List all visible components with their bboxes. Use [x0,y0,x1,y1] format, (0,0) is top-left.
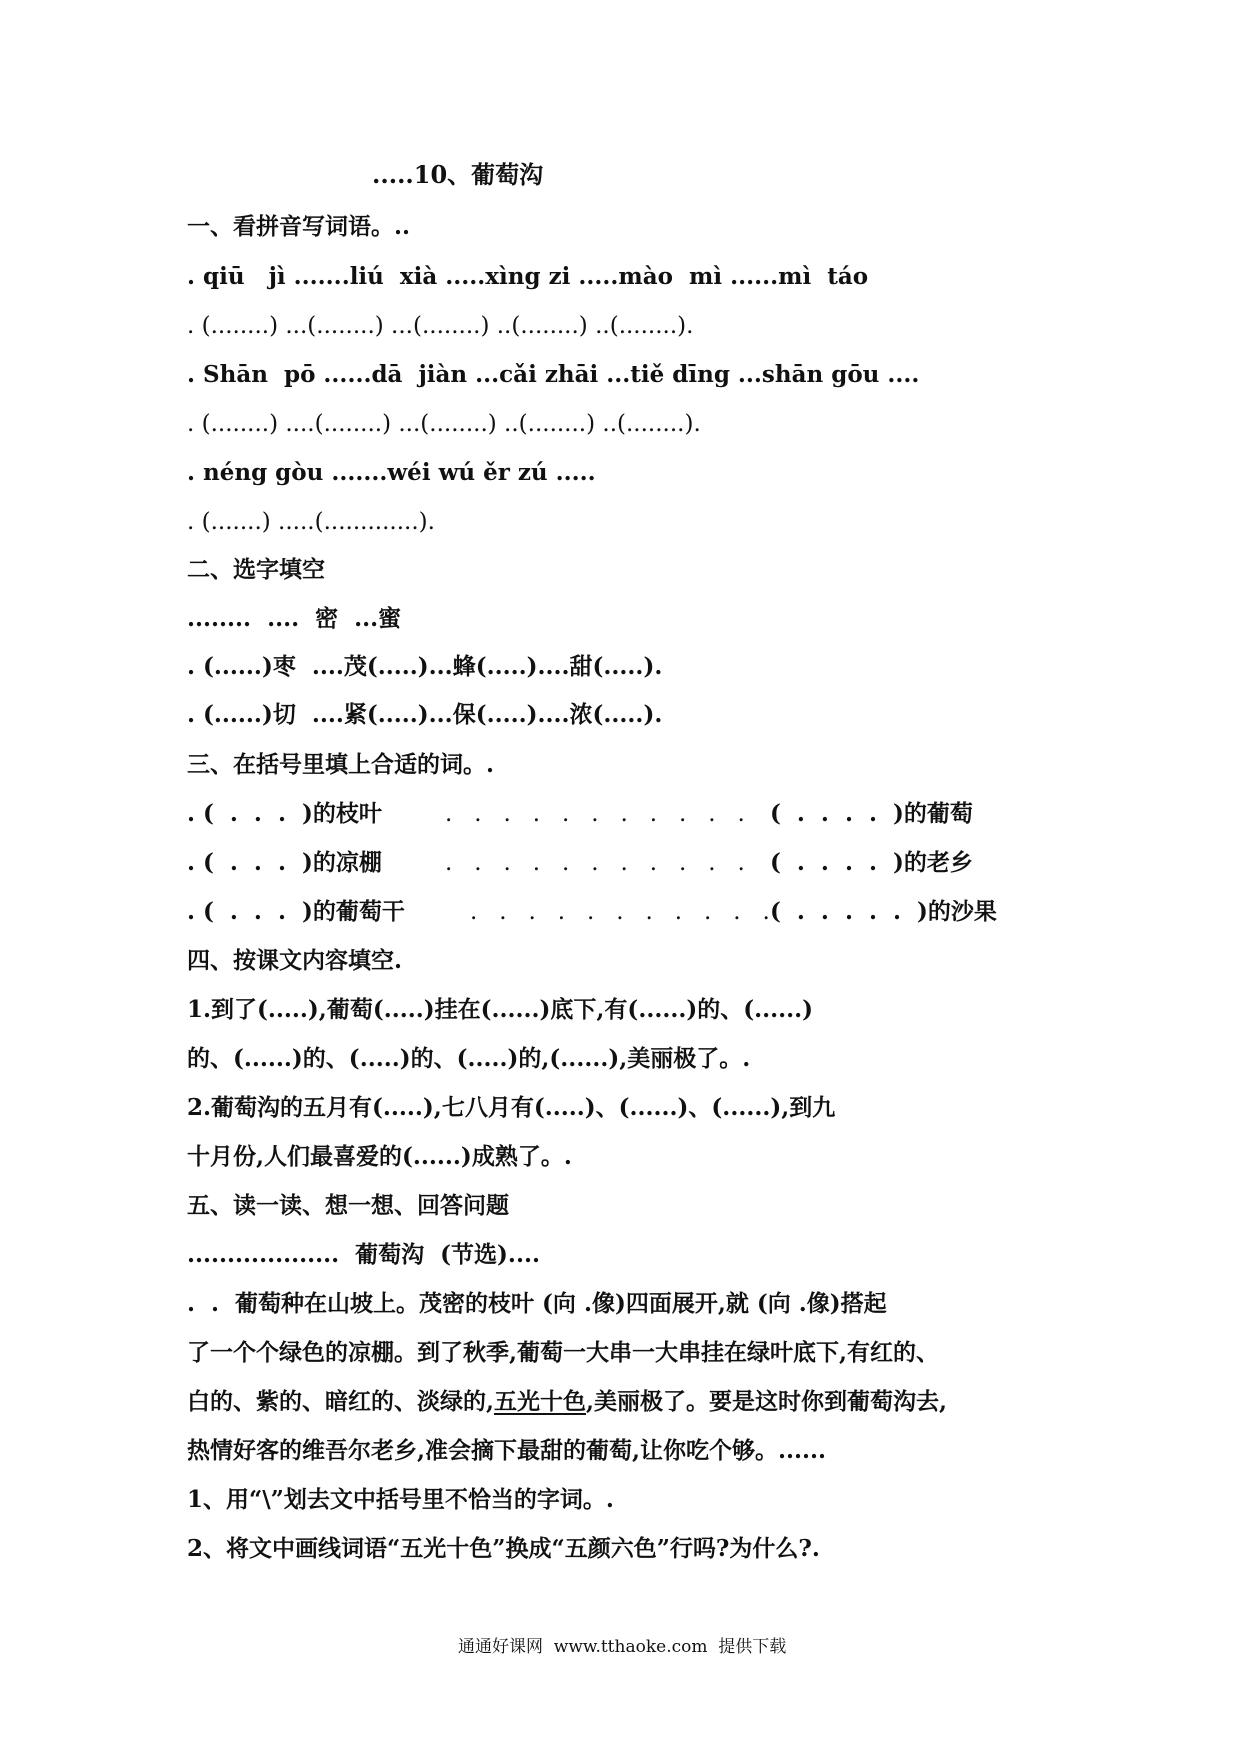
footer-text: 通通好课网 www.tthaoke.com 提供下载 [458,1637,787,1657]
passage-line-3 [187,1387,947,1417]
passage-line-3-end: ,美丽极了。要是这时你到葡萄沟去, [586,1388,948,1415]
section-1-heading: 一、看拼音写词语。.. [187,213,411,240]
question-2: 2、将文中画线词语“五光十色”换成“五颜六色”行吗?为什么?. [187,1535,820,1562]
passage-line-1: . . 葡萄种在山坡上。茂密的枝叶 (向 .像)四面展开,就 (向 .像)搭起 [187,1290,887,1317]
fill-sentence-2b: 十月份,人们最喜爱的(......)成熟了。. [187,1143,572,1170]
fill-sentence-2a: 2.葡萄沟的五月有(.....),七八月有(.....)、(......)、(......),到九 [187,1094,836,1121]
section-3-heading: 三、在括号里填上合适的词。. [187,751,495,778]
phrase-2-left: . ( . . . )的凉棚 [187,849,382,876]
section-2-heading: 二、选字填空 [187,556,325,583]
phrase-1-left: . ( . . . )的枝叶 [187,800,382,827]
section-5-heading: 五、读一读、想一想、回答问题 [187,1192,509,1219]
passage-line-3-start: 白的、紫的、暗红的、淡绿的, [187,1388,495,1415]
phrase-3-right: ( . . . . . )的沙果 [770,898,997,925]
fill-sentence-1b: 的、(......)的、(.....)的、(.....)的,(......),美丽极了。. [187,1045,751,1072]
underlined-phrase: 五光十色 [494,1388,587,1415]
phrase-2-right: ( . . . . )的老乡 [770,849,973,876]
blank-row-1: . (........) ...(........) ...(........) ..(........) ..(........). [187,313,694,339]
fill-row-1: . (......)枣 ....茂(.....)...蜂(.....)....甜(.....). [187,653,663,680]
passage-title: ................... 葡萄沟 (节选).... [187,1241,540,1268]
character-options: ........ .... 密 ...蜜 [187,605,402,632]
blank-row-2: . (........) ....(........) ...(........) ..(........) ..(........). [187,411,701,437]
pinyin-row-1: . qiū jì .......liú xià .....xìng zi .....mào mì ......mì táo [187,263,869,290]
phrase-1-right: ( . . . . )的葡萄 [770,800,973,827]
phrase-1-dots: . . . . . . . . . . . [445,801,745,827]
blank-row-3: . (.......) .....(.............). [187,509,435,535]
page-title: .....10、葡萄沟 [372,160,544,189]
passage-line-2: 了一个个绿色的凉棚。到了秋季,葡萄一大串一大串挂在绿叶底下,有红的、 [187,1339,940,1366]
pinyin-row-3: . néng gòu .......wéi wú ěr zú ..... [187,459,596,486]
phrase-3-dots: . . . . . . . . . . . [470,899,770,925]
phrase-3-left: . ( . . . )的葡萄干 [187,898,405,925]
question-1: 1、用“\”划去文中括号里不恰当的字词。. [187,1486,614,1513]
phrase-2-dots: . . . . . . . . . . . [445,850,745,876]
fill-sentence-1a: 1.到了(.....),葡萄(.....)挂在(......)底下,有(......)的、(......) [187,996,814,1023]
fill-row-2: . (......)切 ....紧(.....)...保(.....)....浓(.....). [187,701,663,728]
passage-line-4: 热情好客的维吾尔老乡,准会摘下最甜的葡萄,让你吃个够。...... [187,1437,827,1464]
section-4-heading: 四、按课文内容填空. [187,947,403,974]
pinyin-row-2: . Shān pō ......dā jiàn ...cǎi zhāi ...tiě dīng ...shān gōu .... [187,361,920,388]
